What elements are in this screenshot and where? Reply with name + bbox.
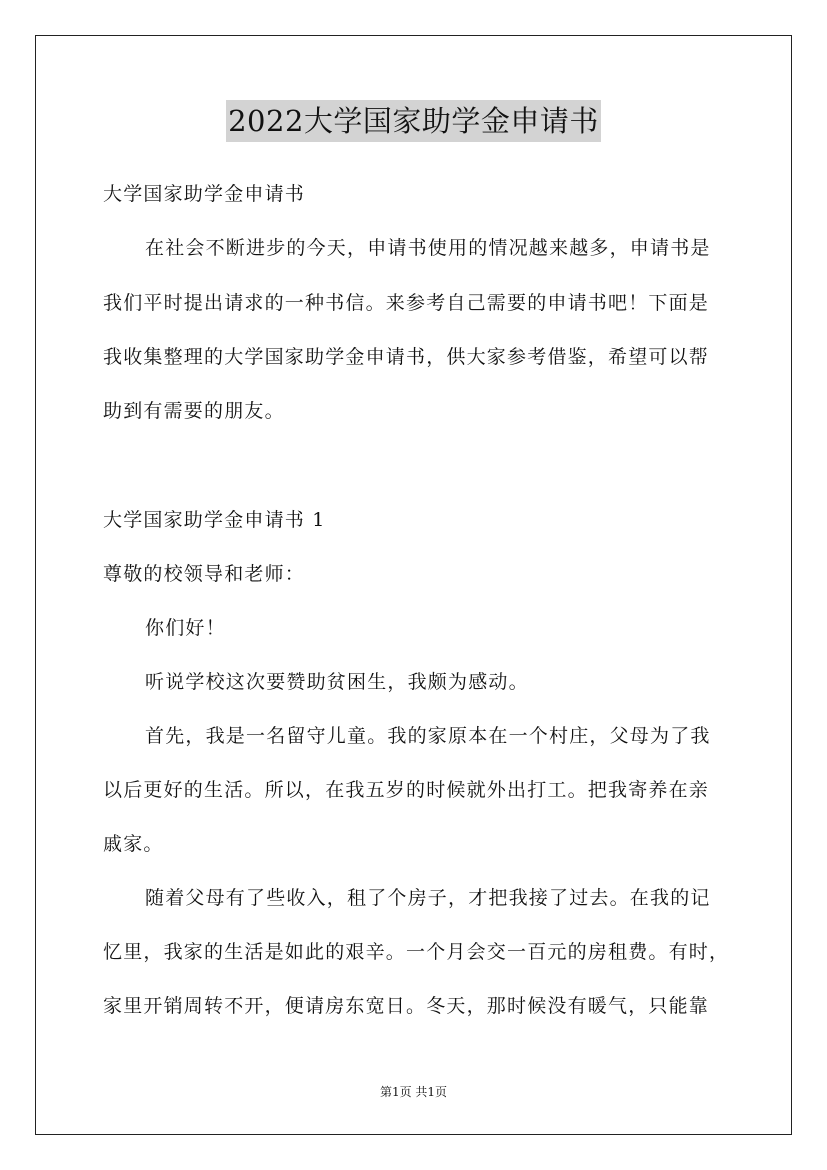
paragraph-line: 家里开销周转不开，便请房东宽日。冬天，那时候没有暖气，只能靠 [103,995,710,1017]
letter-heading: 大学国家助学金申请书 1 [103,509,326,531]
paragraph-line: 听说学校这次要赞助贫困生，我颇为感动。 [145,671,529,693]
paragraph-line: 随着父母有了些收入，租了个房子，才把我接了过去。在我的记 [145,887,711,909]
paragraph-line: 在社会不断进步的今天，申请书使用的情况越来越多，申请书是 [145,237,711,259]
salutation: 尊敬的校领导和老师： [103,563,306,585]
page-footer: 第1页 共1页 [379,1085,448,1099]
paragraph-line: 忆里，我家的生活是如此的艰辛。一个月会交一百元的房租费。有时， [103,941,730,963]
paragraph-line: 我们平时提出请求的一种书信。来参考自己需要的申请书吧！下面是 [103,292,710,314]
section-heading: 大学国家助学金申请书 [103,183,306,205]
paragraph-line: 我收集整理的大学国家助学金申请书，供大家参考借鉴，希望可以帮 [103,346,710,368]
greeting: 你们好！ [145,617,226,639]
document-title: 2022大学国家助学金申请书 [226,100,601,142]
paragraph-line: 首先，我是一名留守儿童。我的家原本在一个村庄，父母为了我 [145,725,711,747]
paragraph-line: 助到有需要的朋友。 [103,400,285,422]
paragraph-line: 戚家。 [103,833,164,855]
title-container [0,100,827,142]
paragraph-line: 以后更好的生活。所以，在我五岁的时候就外出打工。把我寄养在亲 [103,779,710,801]
